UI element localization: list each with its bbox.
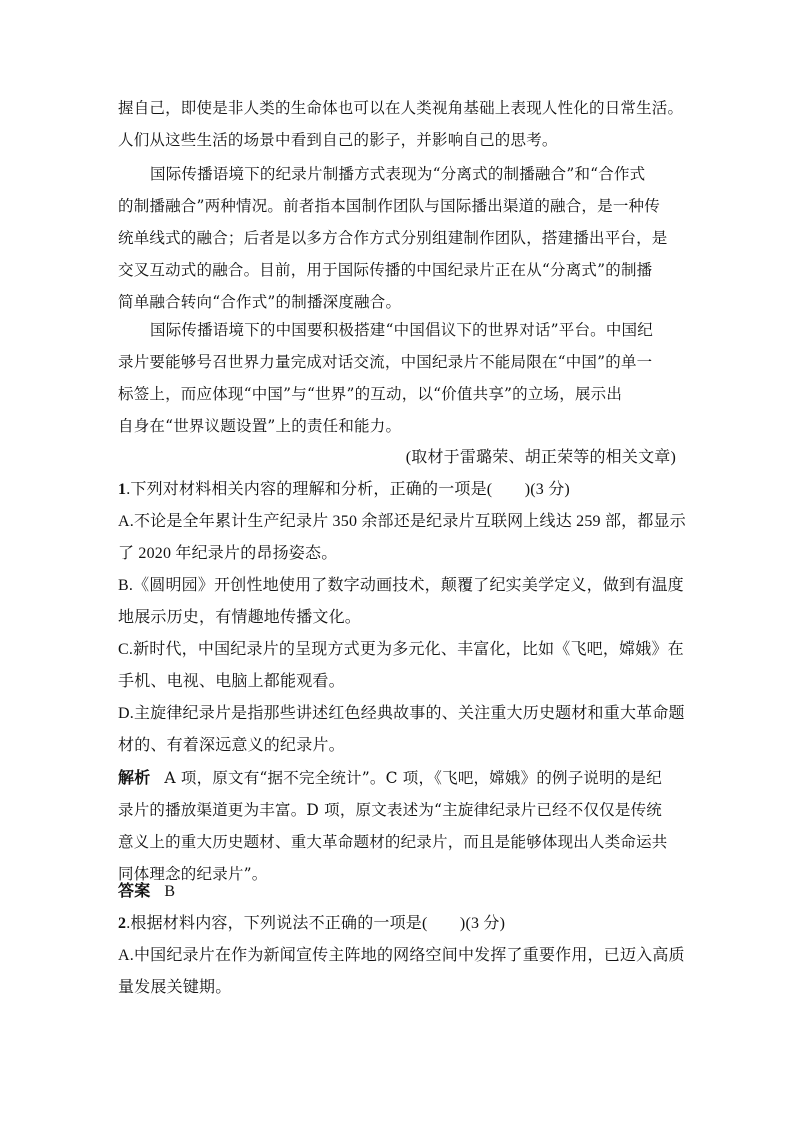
question-stem <box>118 908 678 940</box>
passage-paragraph-broadcast-modes <box>118 158 678 318</box>
text-line: 国际传播语境下的中国要积极搭建“中国倡议下的世界对话”平台。中国纪 <box>150 321 653 339</box>
passage-paragraph-world-dialogue <box>118 314 678 442</box>
analysis-line: 同体理念的纪录片”。 <box>118 865 268 883</box>
passage-paragraph-continued <box>118 92 684 156</box>
analysis-line: 意义上的重大历史题材、重大革命题材的纪录片，而且是能够体现出人类命运共 <box>118 833 668 851</box>
text-line: 交叉互动式的融合。目前，用于国际传播的中国纪录片正在从“分离式”的制播 <box>118 261 653 279</box>
option-d: D.主旋律纪录片是指那些讲述红色经典故事的、关注重大历史题材和重大革命题 <box>118 705 685 722</box>
analysis-line: 录片的播放渠道更为丰富。D 项，原文表述为“主旋律纪录片已经不仅仅是传统 <box>118 801 662 819</box>
analysis-label: 解析 <box>118 770 151 787</box>
text-line: 标签上，而应体现“中国”与“世界”的互动，以“价值共享”的立场，展示出 <box>118 385 623 403</box>
question-stem-text: .根据材料内容，下列说法不正确的一项是( )(3 分) <box>126 915 506 932</box>
option-d-cont: 材的、有着深远意义的纪录片。 <box>118 737 345 754</box>
option-b: B.《圆明园》开创性地使用了数字动画技术，颠覆了纪实美学定义，做到有温度 <box>118 577 684 594</box>
option-a-cont: 了 2020 年纪录片的昂扬姿态。 <box>118 545 338 562</box>
analysis-line <box>118 762 678 794</box>
question-2 <box>118 908 685 1004</box>
analysis-block <box>118 762 678 890</box>
question-1 <box>118 474 686 762</box>
option-c: C.新时代，中国纪录片的呈现方式更为多元化、丰富化，比如《飞吧，嫦娥》在 <box>118 641 684 658</box>
text-line: 自身在“世界议题设置”上的责任和能力。 <box>118 417 402 435</box>
text-line: 的制播融合”两种情况。前者指本国制作团队与国际播出渠道的融合，是一种传 <box>118 197 660 215</box>
option-a: A.中国纪录片在作为新闻宣传主阵地的网络空间中发挥了重要作用，已迈入高质 <box>118 947 685 964</box>
option-a: A.不论是全年累计生产纪录片 350 余部还是纪录片互联网上线达 259 部，都显示 <box>118 513 686 530</box>
answer <box>118 876 678 908</box>
text-line: 简单融合转向“合作式”的制播深度融合。 <box>118 293 402 311</box>
answer-value: B <box>164 883 176 900</box>
option-b-cont: 地展示历史，有情趣地传播文化。 <box>118 609 362 626</box>
answer-line <box>118 876 678 908</box>
text-line: 录片要能够号召世界力量完成对话交流，中国纪录片不能局限在“中国”的单一 <box>118 353 653 371</box>
question-stem <box>118 474 678 506</box>
answer-label: 答案 <box>118 883 151 900</box>
analysis-text: A 项，原文有“据不完全统计”。C 项，《飞吧，嫦娥》的例子说明的是纪 <box>164 769 662 787</box>
question-number: 2 <box>118 915 127 932</box>
question-stem-text: .下列对材料相关内容的理解和分析，正确的一项是( )(3 分) <box>126 481 570 498</box>
option-a-cont: 量发展关键期。 <box>118 979 232 996</box>
text-line: 国际传播语境下的纪录片制播方式表现为“分离式的制播融合”和“合作式 <box>150 165 646 183</box>
source-citation: (取材于雷璐荣、胡正荣等的相关文章) <box>405 449 676 466</box>
question-number: 1 <box>118 481 127 498</box>
option-c-cont: 手机、电视、电脑上都能观看。 <box>118 673 345 690</box>
text-line: 统单线式的融合；后者是以多方合作方式分别组建制作团队，搭建播出平台，是 <box>118 229 668 247</box>
text-line: 握自己，即使是非人类的生命体也可以在人类视角基础上表现人性化的日常生活。 <box>118 99 684 117</box>
text-line: 人们从这些生活的场景中看到自己的影子，并影响自己的思考。 <box>118 131 558 149</box>
